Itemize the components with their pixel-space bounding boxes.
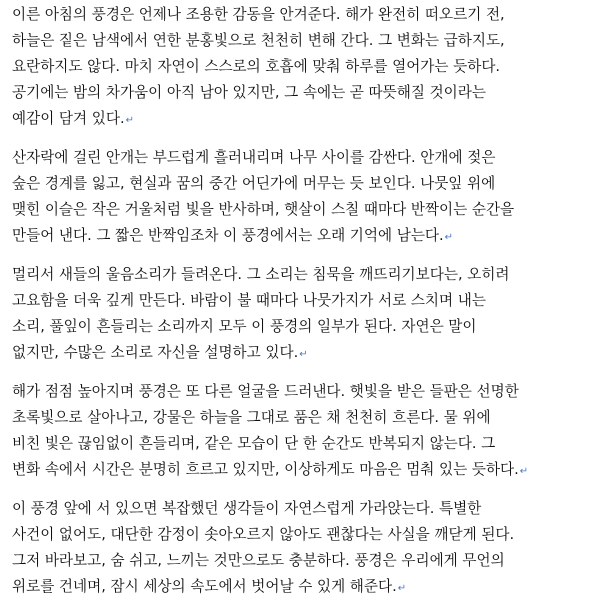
- paragraph-mark-icon: ↵: [444, 232, 454, 243]
- text-line: 공기에는 밤의 차가움이 아직 남아 있지만, 그 속에는 곧 따뜻해질 것이라는: [12, 84, 486, 101]
- text-line-last: [12, 457, 600, 483]
- text-line: 이 풍경 앞에 서 있으면 복잡했던 생각들이 자연스럽게 가라앉는다. 특별한: [12, 500, 482, 517]
- text-line: 비친 빛은 끊임없이 흔들리며, 같은 모습이 단 한 순간도 반복되지 않는다. 그: [12, 435, 496, 452]
- text-line: 소리, 풀잎이 흔들리는 소리까지 모두 이 풍경의 일부가 된다. 자연은 말이: [12, 318, 477, 335]
- paragraph-4[interactable]: [12, 379, 600, 483]
- text-line: 고요함을 더욱 깊게 만든다. 바람이 불 때마다 나뭇가지가 서로 스치며 내는: [12, 292, 486, 309]
- paragraph-mark-icon: ↵: [519, 466, 529, 477]
- paragraph-1[interactable]: [12, 2, 600, 132]
- text-line-last: [12, 574, 600, 600]
- text-line: 숲은 경계를 잃고, 현실과 꿈의 중간 어딘가에 머무는 듯 보인다. 나뭇잎 위에: [12, 175, 496, 192]
- paragraph-3[interactable]: [12, 262, 600, 366]
- text-line: 맺힌 이슬은 작은 거울처럼 빛을 반사하며, 햇살이 스칠 때마다 반짝이는 순간을: [12, 201, 515, 218]
- text-line-last: [12, 340, 600, 366]
- text-line: 해가 점점 높아지며 풍경은 또 다른 얼굴을 드러낸다. 햇빛을 받은 들판은 선명한: [12, 383, 519, 400]
- text-line: 그저 바라보고, 숨 쉬고, 느끼는 것만으로도 충분하다. 풍경은 우리에게 무언의: [12, 552, 505, 569]
- paragraph-2[interactable]: [12, 145, 600, 249]
- line-text: 위로를 건네며, 잠시 세상의 속도에서 벗어날 수 있게 해준다.: [12, 578, 397, 595]
- paragraph-mark-icon: ↵: [125, 115, 134, 126]
- text-line-last: [12, 106, 600, 132]
- text-line: 산자락에 걸린 안개는 부드럽게 흘러내리며 나무 사이를 감싼다. 안개에 젖은: [12, 149, 496, 166]
- text-line: 하늘은 짙은 남색에서 연한 분홍빛으로 천천히 변해 간다. 그 변화는 급하지도,: [12, 32, 505, 49]
- line-text: 변화 속에서 시간은 분명히 흐르고 있지만, 이상하게도 마음은 멈춰 있는 듯하다.: [12, 461, 519, 478]
- text-line: 초록빛으로 살아나고, 강물은 하늘을 그대로 품은 채 천천히 흐른다. 물 위에: [12, 409, 491, 426]
- paragraph-5[interactable]: [12, 496, 600, 600]
- line-text: 예감이 담겨 있다.: [12, 110, 125, 127]
- text-line-last: [12, 223, 600, 249]
- text-line: 멀리서 새들의 울음소리가 들려온다. 그 소리는 침묵을 깨뜨리기보다는, 오히려: [12, 266, 510, 283]
- paragraph-mark-icon: ↵: [299, 349, 308, 360]
- text-line: 사건이 없어도, 대단한 감정이 솟아오르지 않아도 괜찮다는 사실을 깨닫게 된다.: [12, 526, 515, 543]
- paragraph-mark-icon: ↵: [397, 583, 407, 594]
- text-line: 요란하지도 않다. 마치 자연이 스스로의 호흡에 맞춰 하루를 열어가는 듯하다.: [12, 58, 501, 75]
- line-text: 만들어 낸다. 그 짧은 반짝임조차 이 풍경에서는 오래 기억에 남는다.: [12, 227, 444, 244]
- text-line: 이른 아침의 풍경은 언제나 조용한 감동을 안겨준다. 해가 완전히 떠오르기 전,: [12, 6, 505, 23]
- line-text: 없지만, 수많은 소리로 자신을 설명하고 있다.: [12, 344, 299, 361]
